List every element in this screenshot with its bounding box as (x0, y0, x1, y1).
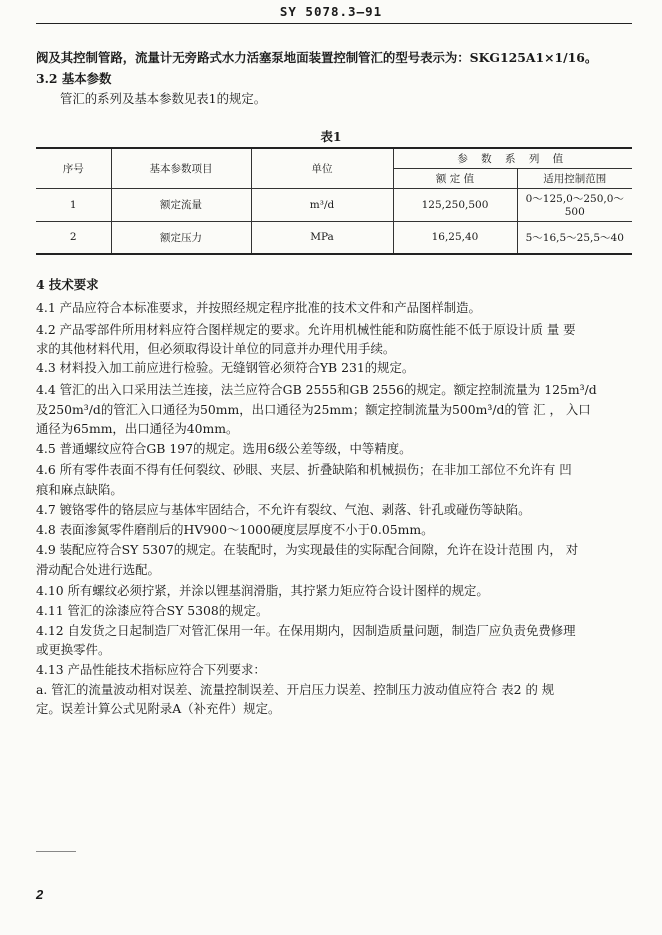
clause-line: 4.1 产品应符合本标准要求，并按照经规定程序批准的技术文件和产品图样制造。 (36, 300, 481, 315)
clause-line: 4.2 产品零部件所用材料应符合图样规定的要求。允许用机械性能和防腐性能不低于原设计质 量 要 (36, 322, 576, 337)
clause-line: 4.3 材料投入加工前应进行检验。无缝钢管必须符合YB 231的规定。 (36, 360, 415, 375)
clause-line: 4.8 表面渗氮零件磨削后的HV900～1000硬度层厚度不小于0.05mm。 (36, 522, 434, 537)
clause-line: 4.5 普通螺纹应符合GB 197的规定。选用6级公差等级，中等精度。 (36, 441, 412, 456)
clause-line: 4.9 装配应符合SY 5307的规定。在装配时，为实现最佳的实际配合间隙，允许在设计范围 内， 对 (36, 542, 579, 557)
parameter-table (36, 147, 632, 255)
header-range: 适用控制范围 (517, 168, 632, 188)
row-item: 额定压力 (111, 221, 251, 254)
clause-line: 通径为65mm，出口通径为40mm。 (36, 421, 239, 436)
header-unit: 单位 (251, 148, 393, 188)
table-row (36, 188, 632, 221)
header-index: 序号 (36, 148, 111, 188)
header-rule (36, 23, 632, 24)
header-rated: 额 定 值 (393, 168, 517, 188)
clause-line: 求的其他材料代用，但必须取得设计单位的同意并办理代用手续。 (36, 341, 396, 356)
clause-line: 4.10 所有螺纹必须拧紧，并涂以锂基润滑脂，其拧紧力矩应符合设计图样的规定。 (36, 583, 489, 598)
standard-header: SY 5078.3—91 (279, 4, 383, 19)
row-unit: m³/d (251, 188, 393, 221)
clause-line: 及250m³/d的管汇入口通径为50mm，出口通径为25mm；额定控制流量为500m³/d的管 汇 ， 入口 (36, 402, 591, 417)
intro-line: 阀及其控制管路，流量计无旁路式水力活塞泵地面装置控制管汇的型号表示为：SKG125A1×1/16。 (36, 50, 598, 65)
row-unit: MPa (251, 221, 393, 254)
table-1-title: 表1 (320, 129, 342, 144)
clause-line: 滑动配合处进行选配。 (36, 562, 160, 577)
section-4-heading: 4 技术要求 (36, 277, 99, 292)
clause-line: 4.13 产品性能技术指标应符合下列要求： (36, 662, 266, 677)
row-range: 0～125,0～250,0～500 (517, 188, 632, 221)
clause-line: 痕和麻点缺陷。 (36, 482, 123, 497)
clause-line: 4.11 管汇的涂漆应符合SY 5308的规定。 (36, 603, 269, 618)
clause-line: 4.12 自发货之日起制造厂对管汇保用一年。在保用期内，因制造质量问题，制造厂应负责免费修理 (36, 623, 576, 638)
row-range: 5～16,5～25,5～40 (517, 221, 632, 254)
row-rated: 125,250,500 (393, 188, 517, 221)
header-item: 基本参数项目 (111, 148, 251, 188)
clause-line: 4.6 所有零件表面不得有任何裂纹、砂眼、夹层、折叠缺陷和机械损伤；在非加工部位不允许有 凹 (36, 462, 572, 477)
row-index: 1 (36, 188, 111, 221)
header-series: 参 数 系 列 值 (393, 148, 632, 168)
table-row (36, 221, 632, 254)
clause-line: 4.4 管汇的出入口采用法兰连接，法兰应符合GB 2555和GB 2556的规定。额定控制流量为 125m³/d (36, 382, 597, 397)
clause-line: 或更换零件。 (36, 642, 111, 657)
row-item: 额定流量 (111, 188, 251, 221)
row-index: 2 (36, 221, 111, 254)
footer-mark (36, 851, 76, 852)
clause-line: a. 管汇的流量波动相对误差、流量控制误差、开启压力误差、控制压力波动值应符合 表2 的 规 (36, 682, 555, 697)
clause-line: 定。误差计算公式见附录A（补充件）规定。 (36, 701, 281, 716)
section-3-2-text: 管汇的系列及基本参数见表1的规定。 (60, 91, 267, 106)
clause-line: 4.7 镀铬零件的铬层应与基体牢固结合，不允许有裂纹、气泡、剥落、针孔或碰伤等缺陷。 (36, 502, 531, 517)
section-3-2-heading: 3.2 基本参数 (36, 71, 112, 86)
page-number: 2 (36, 887, 44, 902)
row-rated: 16,25,40 (393, 221, 517, 254)
